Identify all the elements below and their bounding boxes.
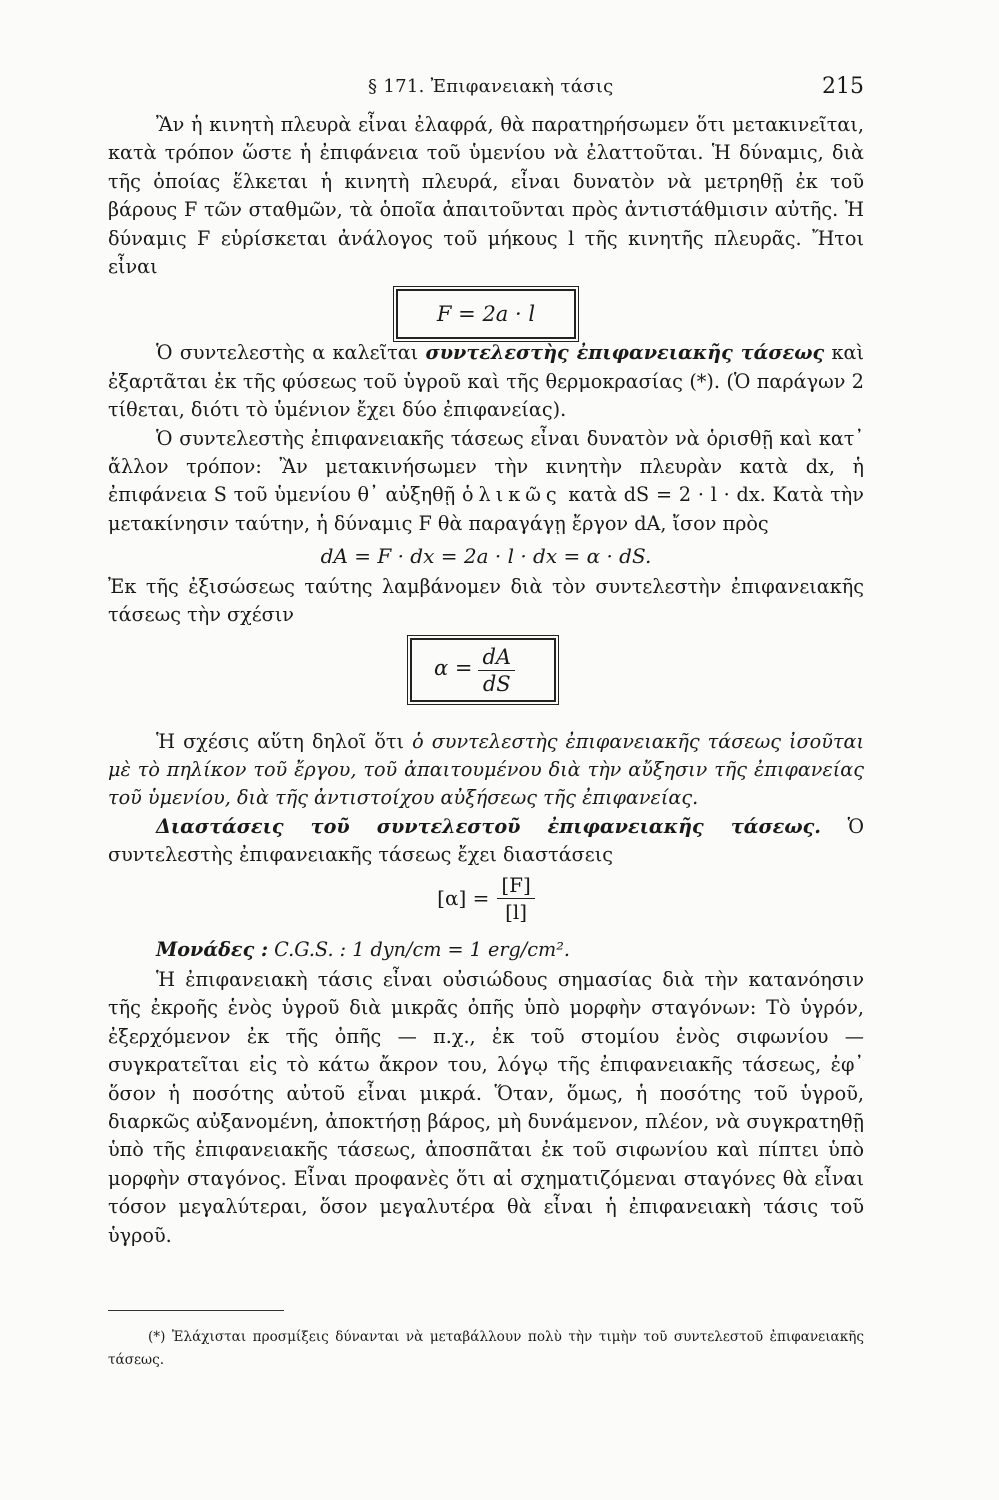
dimensions-heading: Διαστάσεις τοῦ συντελεστοῦ ἐπιφανειακῆς τάσεως. bbox=[156, 814, 821, 838]
formula-4-denominator: [l] bbox=[505, 899, 528, 924]
paragraph-2-rest: καὶ ἐξαρτᾶται ἐκ τῆς φύσεως τοῦ ὑγροῦ καὶ τῆς θερμοκρασίας (*). (Ὁ παράγων 2 τίθεται, διότι τὸ ὑμένιον ἔχει δύο ἐπιφανείας). bbox=[108, 341, 864, 422]
formula-3-box bbox=[410, 638, 556, 702]
formula-2: dA = F · dx = 2a · l · dx = α · dS. bbox=[320, 544, 652, 569]
paragraph-5-start: Ἡ σχέσις αὕτη δηλοῖ ὅτι bbox=[156, 729, 405, 753]
formula-4-lhs: [α] = bbox=[437, 885, 490, 910]
main-text bbox=[108, 111, 864, 1250]
footnote: (*) Ἐλάχισται προσμίξεις δύνανται νὰ μεταβάλλουν πολὺ τὴν τιμὴν τοῦ συντελεστοῦ ἐπιφανειακῆς τάσεως. bbox=[108, 1329, 864, 1368]
formula-1-row bbox=[108, 281, 864, 339]
term-surface-tension: συντελεστὴς ἐπιφανειακῆς τάσεως bbox=[425, 341, 825, 365]
units-line bbox=[108, 936, 864, 964]
paragraph-6 bbox=[108, 813, 864, 870]
paragraph-6-rest: Ὁ συντελεστὴς ἐπιφανειακῆς τάσεως ἔχει διαστάσεις bbox=[108, 814, 864, 867]
page-number: 215 bbox=[822, 74, 864, 99]
paragraph-1: Ἂν ἡ κινητὴ πλευρὰ εἶναι ἐλαφρά, θὰ παρατηρήσωμεν ὅτι μετακινεῖται, κατὰ τρόπον ὥστε ἡ ἐπιφάνεια τοῦ ὑμενίου νὰ ἐλαττοῦται. Ἡ δύναμις, διὰ τῆς ὁποίας ἕλκεται ἡ κινητὴ πλευρά, εἶναι δυνατὸν νὰ μετρηθῇ ἐκ τοῦ βάρους F τῶν σταθμῶν, τὰ ὁποῖα ἀπαιτοῦνται πρὸς ἀντιστάθμισιν αὐτῆς. Ἡ δύναμις F εὑρίσκεται ἀνάλογος τοῦ μήκους l τῆς κινητῆς πλευρᾶς. Ἤτοι εἶναι bbox=[108, 113, 864, 279]
formula-3-row bbox=[108, 630, 864, 728]
units-value: C.G.S. : 1 dyn/cm = 1 erg/cm². bbox=[274, 937, 570, 961]
spaced-word: ὁλικῶς bbox=[462, 483, 562, 507]
paragraph-4: Ἐκ τῆς ἐξισώσεως ταύτης λαμβάνομεν διὰ τὸν συντελεστὴν ἐπιφανειακῆς τάσεως τὴν σχέσιν bbox=[108, 574, 864, 627]
formula-3-numerator: dA bbox=[478, 644, 515, 671]
paragraph-2-start: Ὁ συντελεστὴς α καλεῖται bbox=[156, 341, 419, 365]
paragraph-3-start: Ὁ συντελεστὴς ἐπιφανειακῆς τάσεως εἶναι δυνατὸν νὰ ὁρισθῇ καὶ κατ᾽ ἄλλον τρόπον: Ἂν μετακινήσωμεν τὴν κινητὴν πλευρὰν κατὰ dx, ἡ ἐπιφάνεια S τοῦ ὑμενίου θ᾽ αὐξηθῇ bbox=[108, 426, 864, 507]
paragraph-2 bbox=[108, 339, 864, 424]
footnote-block bbox=[108, 1326, 864, 1372]
formula-1-box: F = 2a · l bbox=[396, 289, 576, 339]
units-label: Μονάδες : bbox=[156, 937, 269, 961]
running-header bbox=[108, 76, 864, 106]
formula-3-lhs: α = bbox=[434, 655, 473, 680]
formula-4 bbox=[108, 870, 864, 936]
paragraph-3 bbox=[108, 425, 864, 539]
paragraph-3-rest: κατὰ dS = 2 · l · dx. Κατὰ τὴν μετακίνησιν ταύτην, ἡ δύναμις F θὰ παραγάγῃ ἔργον dA, ἴσον πρὸς bbox=[108, 483, 864, 535]
section-title: § 171. Ἐπιφανειακὴ τάσις bbox=[368, 76, 614, 97]
formula-4-fraction bbox=[497, 872, 534, 925]
formula-4-numerator: [F] bbox=[497, 872, 534, 899]
formula-3-denominator: dS bbox=[482, 671, 511, 696]
paragraph-5-italic: ὁ συντελεστὴς ἐπιφανειακῆς τάσεως ἰσοῦται μὲ τὸ πηλίκον τοῦ ἔργου, τοῦ ἀπαιτουμένου διὰ τὴν αὔξησιν τῆς ἐπιφανείας τοῦ ὑμενίου, διὰ τῆς ἀντιστοίχου αὐξήσεως τῆς ἐπιφανείας. bbox=[108, 729, 864, 810]
paragraph-7: Ἡ ἐπιφανειακὴ τάσις εἶναι οὐσιώδους σημασίας διὰ τὴν κατανόησιν τῆς ἐκροῆς ἑνὸς ὑγροῦ διὰ μικρᾶς ὀπῆς ὑπὸ μορφὴν σταγόνων: Τὸ ὑγρόν, ἐξερχόμενον ἐκ τῆς ὀπῆς — π.χ., ἐκ τοῦ στομίου ἑνὸς σιφωνίου — συγκρατεῖται εἰς τὸ κάτω ἄκρον του, λόγῳ τῆς ἐπιφανειακῆς τάσεως, ἐφ᾽ ὅσον ἡ ποσότης αὐτοῦ εἶναι μικρά. Ὅταν, ὅμως, ἡ ποσότης τοῦ ὑγροῦ, διαρκῶς αὐξανομένη, ἀποκτήσῃ βάρος, μὴ δυνάμενον, πλέον, νὰ συγκρατηθῇ ὑπὸ τῆς ἐπιφανειακῆς τάσεως, ἀποσπᾶται ἐκ τοῦ σιφωνίου καὶ πίπτει ὑπὸ μορφὴν σταγόνος. Εἶναι προφανὲς ὅτι αἱ σχηματιζόμεναι σταγόνες θὰ εἶναι τόσον μεγαλύτεραι, ὅσον μεγαλυτέρα θὰ εἶναι ἡ ἐπιφανειακὴ τάσις τοῦ ὑγροῦ. bbox=[108, 967, 864, 1247]
footnote-rule bbox=[108, 1310, 284, 1311]
paragraph-5 bbox=[108, 728, 864, 813]
formula-3-fraction bbox=[478, 644, 515, 697]
